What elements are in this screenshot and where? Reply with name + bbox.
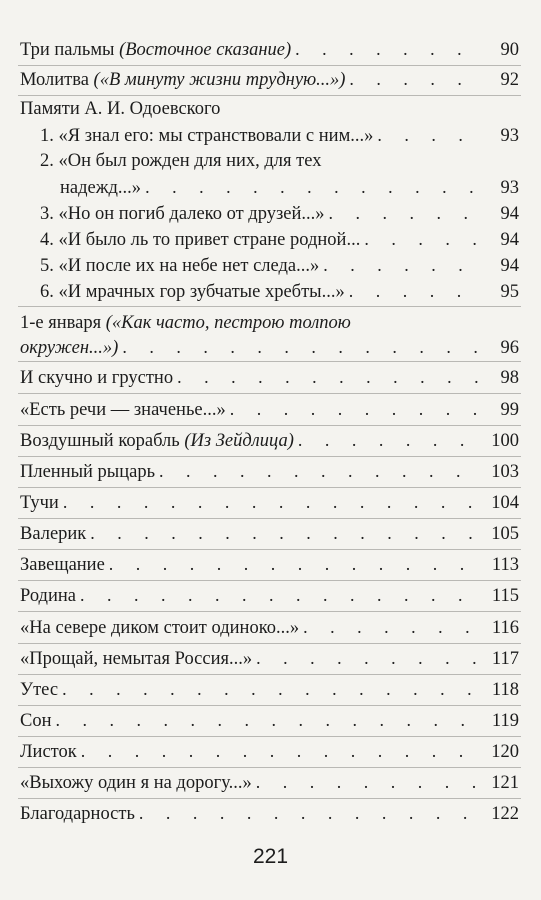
divider [18,798,521,799]
entry-title: Молитва [20,70,94,90]
divider [18,456,521,457]
toc-entry[interactable] [20,396,519,423]
divider [18,611,521,612]
dot-leader [109,551,481,577]
dot-leader [303,614,481,640]
toc-entry[interactable] [20,676,519,703]
divider [18,674,521,675]
toc-subentry-continuation[interactable] [60,174,519,201]
dot-leader [230,396,481,422]
entry-title: 5. «И после их на небе нет следа...» [40,253,323,279]
divider [18,580,521,581]
dot-leader [377,122,481,148]
toc-subentry[interactable] [40,200,519,227]
entry-subtitle: («Как часто, пестрою толпою [105,313,351,333]
page-number: 122 [481,801,519,827]
dot-leader [256,769,481,795]
divider [18,306,521,307]
entry-title: 4. «И было ль то привет стране родной... [40,227,364,253]
divider [18,643,521,644]
divider [18,705,521,706]
entry-subtitle: (Восточное сказание) [119,40,292,60]
page-number: 119 [481,708,519,734]
page-number: 103 [481,459,519,485]
toc-subentry[interactable] [40,252,519,279]
toc-entry[interactable] [20,520,519,547]
page-number: 99 [481,397,519,423]
page-number: 120 [481,739,519,765]
dot-leader [323,252,481,278]
page-number: 94 [481,201,519,227]
page-number: 92 [481,67,519,93]
divider [18,393,521,394]
toc-entry[interactable] [20,364,519,391]
entry-title: Утес [20,677,62,703]
dot-leader [364,226,481,252]
page-number: 94 [481,227,519,253]
page-number: 94 [481,253,519,279]
divider [18,487,521,488]
page-number: 95 [481,279,519,305]
entry-title: Тучи [20,490,63,516]
entry-title: И скучно и грустно [20,365,177,391]
page-number: 121 [481,770,519,796]
entry-title: 3. «Но он погиб далеко от друзей...» [40,201,329,227]
dot-leader [159,458,481,484]
dot-leader [329,200,481,226]
divider [18,518,521,519]
entry-title: 1. «Я знал его: мы странствовали с ним...» [40,123,377,149]
divider [18,736,521,737]
entry-title: Сон [20,708,56,734]
dot-leader [256,645,481,671]
toc-section-title[interactable] [20,96,519,122]
entry-title: Родина [20,583,80,609]
entry-title: 2. «Он был рожден для них, для тех [40,148,325,174]
toc-entry[interactable] [20,551,519,578]
entry-title: Воздушный корабль [20,431,185,451]
toc-entry[interactable] [20,769,519,796]
toc-subentry[interactable] [40,278,519,305]
entry-subtitle: окружен...») [20,338,119,358]
page-number: 117 [481,646,519,672]
dot-leader [295,36,481,62]
dot-leader [80,582,481,608]
page-number: 104 [481,490,519,516]
entry-title: Пленный рыцарь [20,459,159,485]
page-number: 90 [481,37,519,63]
toc-entry[interactable] [20,645,519,672]
dot-leader [177,364,481,390]
toc-entry[interactable] [20,800,519,827]
dot-leader [349,278,481,304]
page-number: 96 [481,335,519,361]
dot-leader [298,427,481,453]
entry-title: Завещание [20,552,109,578]
dot-leader [63,489,481,515]
entry-title: надежд...» [60,175,145,201]
entry-subtitle: («В минуту жизни трудную...») [93,70,346,90]
page-number: 115 [481,583,519,609]
page-number: 100 [481,428,519,454]
dot-leader [139,800,481,826]
page-number: 113 [481,552,519,578]
entry-title: «Есть речи — значенье...» [20,397,230,423]
entry-subtitle: (Из Зейдлица) [184,431,294,451]
toc-entry[interactable] [20,489,519,516]
page-number: 116 [481,615,519,641]
toc-entry[interactable] [20,427,519,454]
toc-entry[interactable] [20,738,519,765]
toc-subentry[interactable] [40,122,519,149]
dot-leader [62,676,481,702]
page-number: 98 [481,365,519,391]
page-number: 105 [481,521,519,547]
toc-entry[interactable] [20,66,519,93]
entry-title: Листок [20,739,81,765]
divider [18,361,521,362]
dot-leader [122,334,481,360]
toc-subentry[interactable] [40,148,519,174]
dot-leader [145,174,481,200]
toc-entry[interactable] [20,582,519,609]
toc-entry[interactable] [20,36,519,63]
page-number: 118 [481,677,519,703]
entry-title: «Прощай, немытая Россия...» [20,646,256,672]
toc-entry[interactable] [20,310,519,336]
divider [18,425,521,426]
entry-title: Благодарность [20,801,139,827]
divider [18,549,521,550]
entry-title: Три пальмы [20,40,120,60]
entry-title: Памяти А. И. Одоевского [20,96,224,122]
toc-entry[interactable] [20,707,519,734]
toc-entry[interactable] [20,614,519,641]
dot-leader [349,66,481,92]
dot-leader [56,707,482,733]
page-number: 93 [481,123,519,149]
entry-title: 1-е января [20,313,106,333]
toc-entry-continuation[interactable] [20,334,519,361]
dot-leader [90,520,481,546]
toc-entry[interactable] [20,458,519,485]
page-folio: 221 [252,845,289,868]
entry-title: 6. «И мрачных гор зубчатые хребты...» [40,279,349,305]
entry-title: «На севере диком стоит одиноко...» [20,615,303,641]
divider [18,767,521,768]
page-number: 93 [481,175,519,201]
entry-title: «Выхожу один я на дорогу...» [20,770,256,796]
entry-title: Валерик [20,521,90,547]
toc-subentry[interactable] [40,226,519,253]
dot-leader [81,738,481,764]
